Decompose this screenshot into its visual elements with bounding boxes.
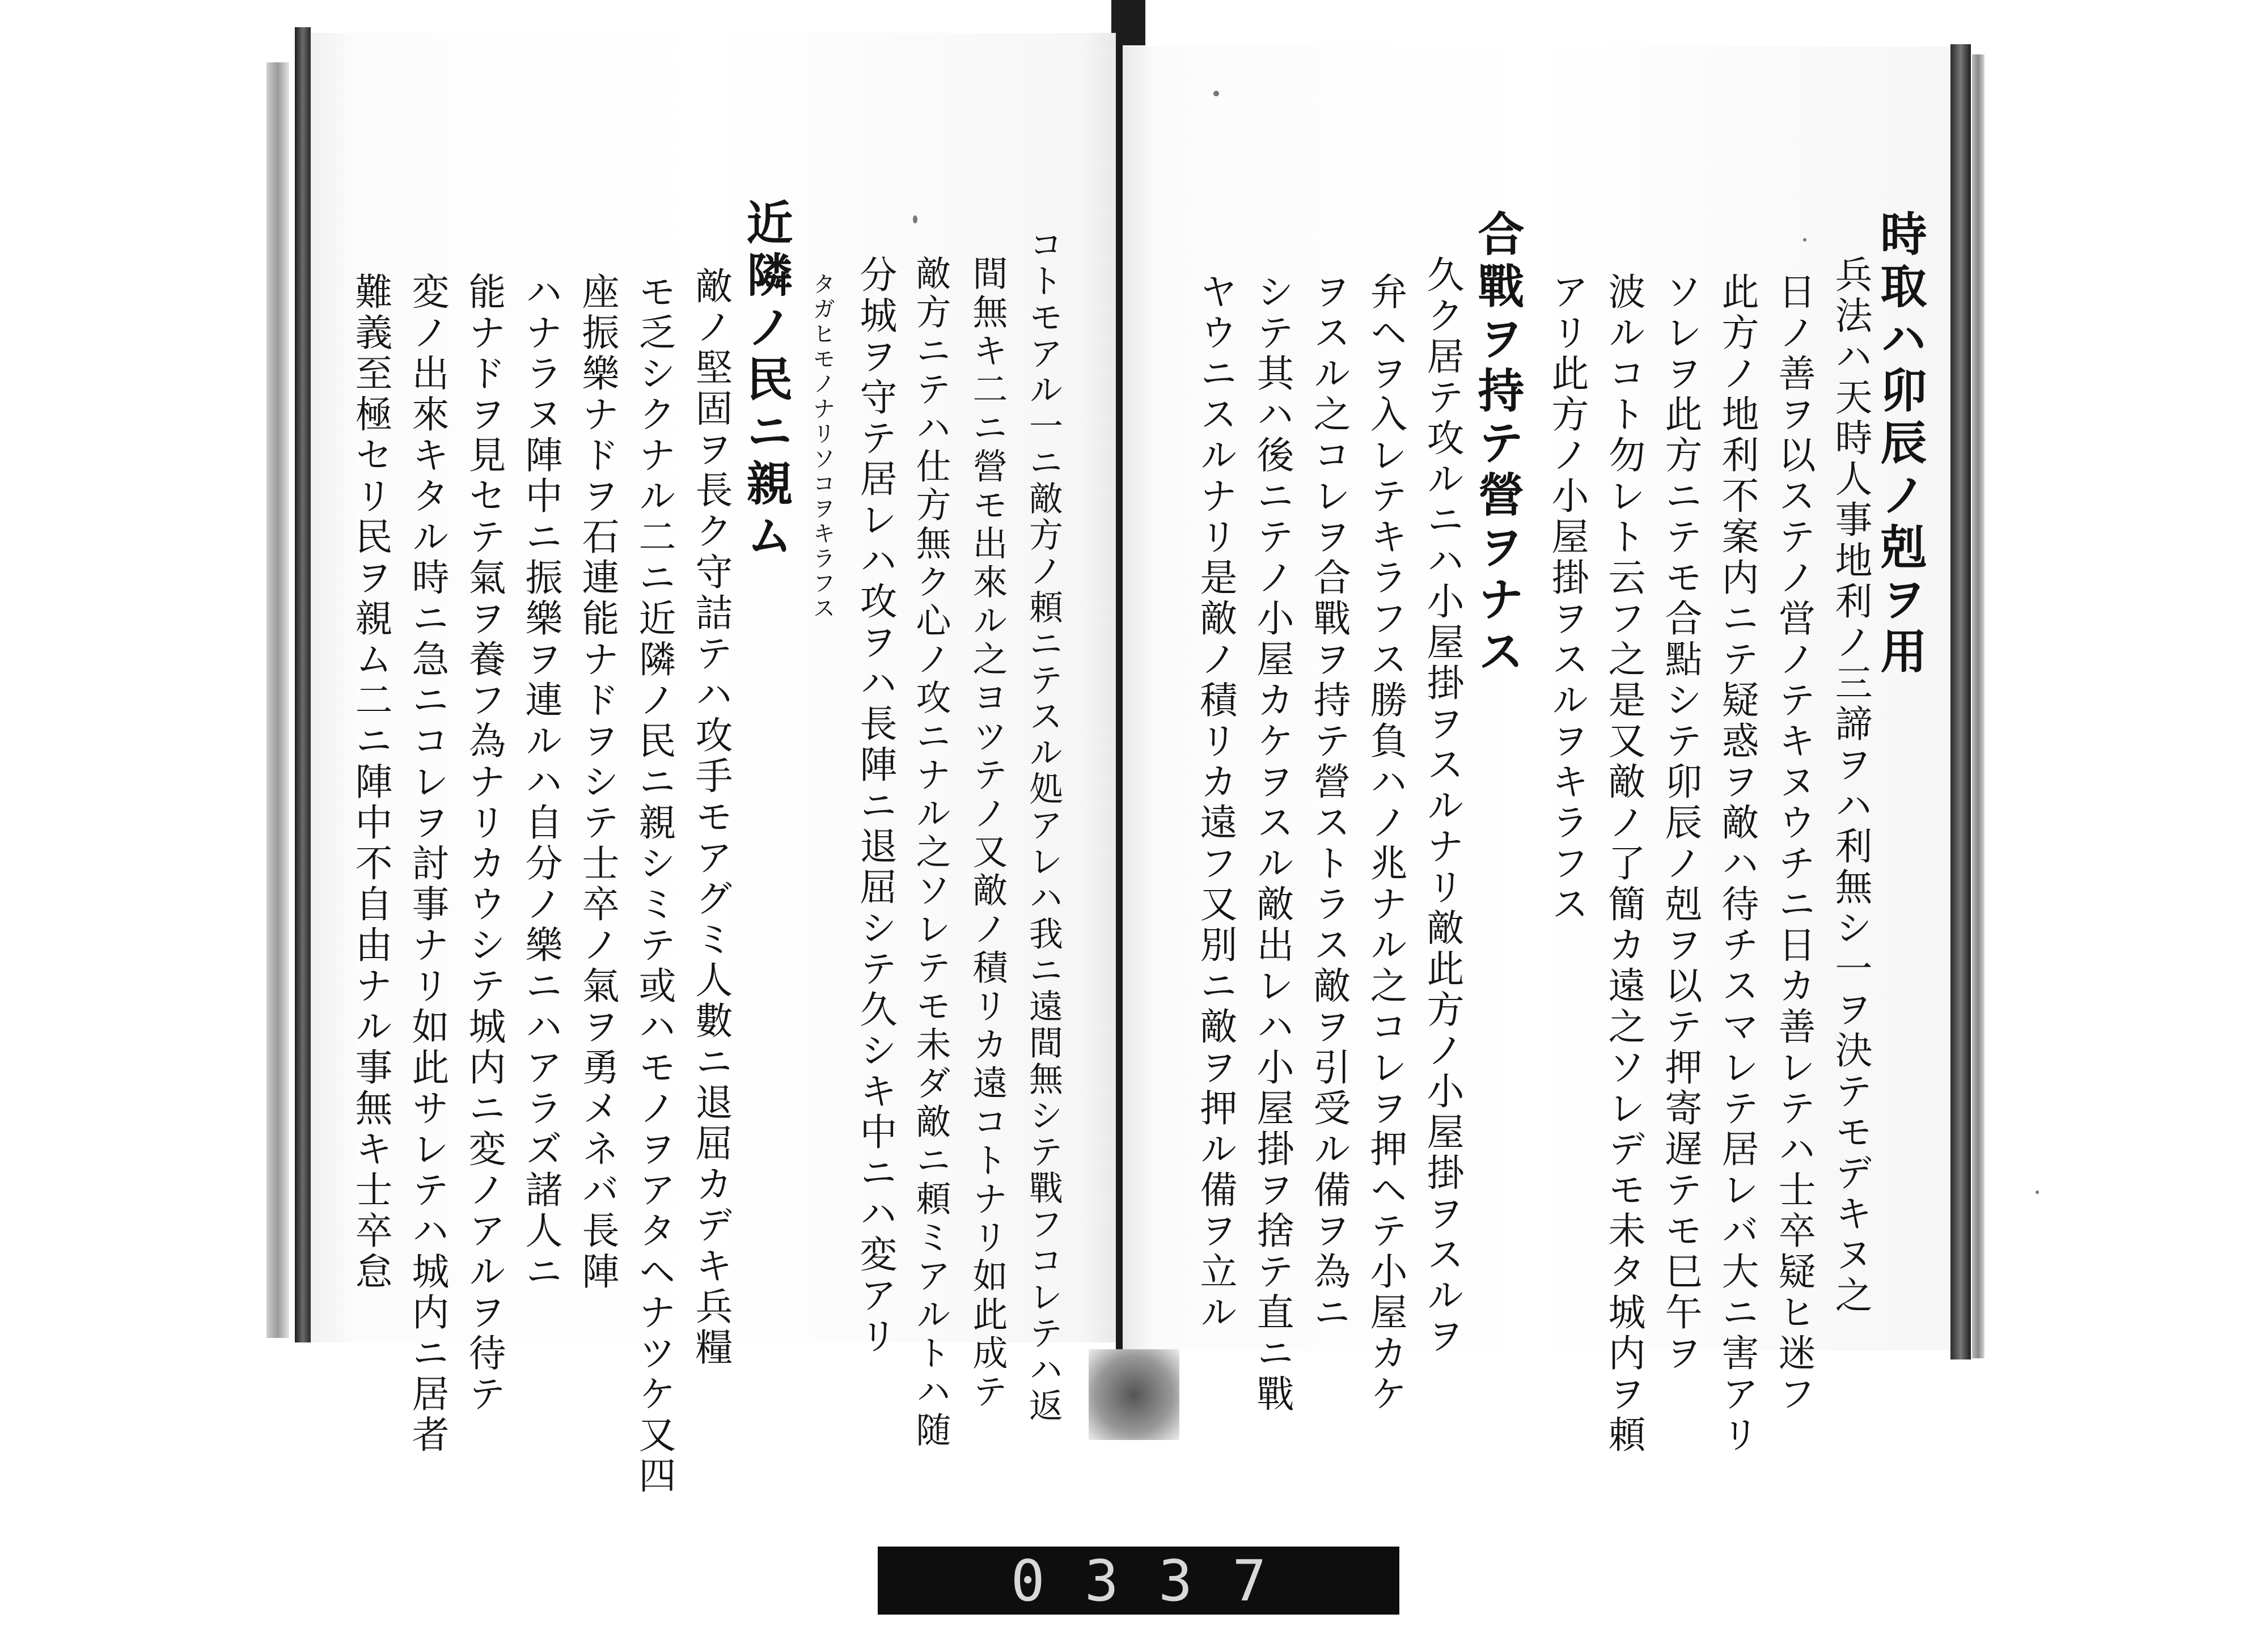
text-column: 久ク居テ攻ルニハ小屋掛ヲスルナリ敵此方ノ小屋掛ヲスルヲ: [1420, 255, 1464, 1357]
left-cover-edge: [266, 62, 289, 1338]
text-column: 日ノ善ヲ以ステノ営ノテキヌウチニ日カ善レテハ士卒疑ヒ迷フ: [1772, 272, 1816, 1415]
text-column: ヲスル之コレヲ合戰ヲ持テ營ストラス敵ヲ引受ル備ヲ為ニ: [1307, 272, 1351, 1333]
right-cover: [1950, 44, 1971, 1359]
text-column: モ乏シクナル二ニ近隣ノ民ニ親シミテ或ハモノヲアタヘナツケ又四: [632, 272, 676, 1497]
left-cover: [295, 27, 311, 1342]
spine-bottom-shadow: [1089, 1349, 1179, 1440]
scan-speck: [2036, 1191, 2039, 1194]
text-column: ハナラヌ陣中ニ振樂ヲ連ルハ自分ノ樂ニハアラズ諸人ニ: [519, 272, 562, 1293]
scan-speck: [1213, 91, 1219, 96]
scan-speck: [913, 215, 917, 223]
text-column: 座振樂ナドヲ石連能ナドヲシテ士卒ノ氣ヲ勇メネバ長陣: [576, 272, 619, 1293]
right-page: [1123, 46, 1950, 1350]
text-column: 能ナドヲ見セテ氣ヲ養フ為ナリカウシテ城内ニ変ノアルヲ待テ: [462, 272, 506, 1415]
book-fold: [1116, 45, 1123, 1349]
scan-speck: [1803, 238, 1806, 242]
text-column: タガヒモノナリソコヲキラフス: [809, 272, 835, 621]
text-column: 敵ノ堅固ヲ長ク守詰テハ攻手モアグミ人數ニ退屈カデキ兵糧: [689, 266, 733, 1369]
text-column: 敵方ニテハ仕方無ク心ノ攻ニナル之ソレテモ未ダ敵ニ頼ミアルトハ随: [910, 255, 951, 1450]
text-column: アリ此方ノ小屋掛ヲスルヲキラフス: [1545, 272, 1589, 925]
right-cover-edge: [1972, 54, 1984, 1358]
text-column: 兵法ハ天時人事地利ノ三諦ヲハ利無シ一ヲ決テモデキヌ之: [1829, 255, 1872, 1316]
page-number-plate: [878, 1547, 1399, 1615]
text-column: 間無キ二ニ營モ出來ル之ヨツテノ又敵ノ積リカ遠コトナリ如此成テ: [967, 255, 1008, 1412]
text-column: ソレヲ此方ニテモ合點シテ卯辰ノ剋ヲ以テ押寄遅テモ巳午ヲ: [1658, 272, 1702, 1374]
text-column: 弁ヘヲ入レテキラフス勝負ハノ兆ナル之コレヲ押ヘテ小屋カケ: [1364, 272, 1407, 1415]
text-column: 此方ノ地利不案内ニテ疑惑ヲ敵ハ待チスマレテ居レバ大ニ害アリ: [1715, 272, 1759, 1456]
text-column: 難義至極セリ民ヲ親ム二ニ陣中不自由ナル事無キ士卒怠: [349, 272, 392, 1293]
text-column: コトモアル一ニ敵方ノ頼ニテスル処アレハ我ニ遠間無シテ戰フコレテハ返: [1023, 227, 1063, 1424]
text-column: 変ノ出來キタル時ニ急ニコレヲ討事ナリ如此サレテハ城内ニ居者: [405, 272, 449, 1456]
heading-neighbors: 近隣ノ民ニ親ム: [739, 198, 793, 564]
text-column: ヤウニスルナリ是敵ノ積リカ遠フ又別ニ敵ヲ押ル備ヲ立ル: [1194, 272, 1237, 1333]
heading-time: 時取ハ卯辰ノ剋ヲ用: [1873, 210, 1927, 679]
spine-top: [1111, 0, 1145, 45]
text-column: シテ其ハ後ニテノ小屋カケヲスル敵出レハ小屋掛ヲ捨テ直ニ戰: [1250, 272, 1294, 1415]
text-column: 分城ヲ守テ居レハ攻ヲハ長陣ニ退屈シテ久シキ中ニハ変アリ: [853, 255, 897, 1357]
text-column: 波ルコト勿レト云フ之是又敵ノ了簡カ遠之ソレデモ未タ城内ヲ頼: [1602, 272, 1645, 1456]
page-number: 0337: [1010, 1547, 1306, 1614]
heading-battle: 合戰ヲ持テ營ヲナス: [1470, 210, 1525, 679]
